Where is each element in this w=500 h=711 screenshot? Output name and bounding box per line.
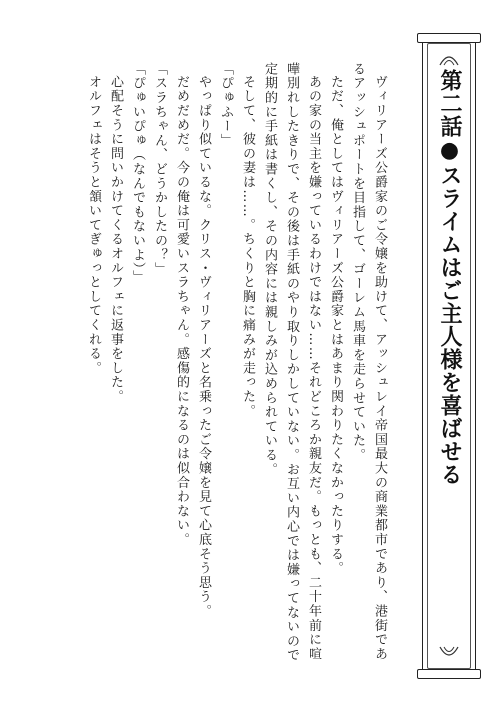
banner-bottom-ornament-icon [438, 645, 460, 659]
dialogue-1: 「ぴゅふー」 [218, 62, 233, 148]
paragraph-5: やっぱり似ているな。クリス・ヴィリアーズと名乗ったご令嬢を見て心底そう思う。 [196, 75, 211, 619]
dialogue-3: 「ぴゅいぴゅ（なんでもないよ）」 [130, 62, 145, 285]
banner-top-ornament-icon [438, 53, 460, 67]
paragraph-3: あの家の当主を嫌っているわけではない……それどころか親友だ。もっとも、二十年前に喧嘩別れしたきりで、その後は手紙のやり取りしかしていない。お互い内心では嫌ってないので定期的に手紙は書くし、その内容には親しみが込められている。 [262, 62, 321, 663]
paragraph-4: そして、彼の妻は……。ちくりと胸に痛みが走った。 [240, 75, 255, 419]
paragraph-8: オルフェはそうと頷いてぎゅっとしてくれる。 [86, 75, 101, 376]
paragraph-6: だめだめだ。今の俺は可愛いスラちゃん。感傷的になるのは似合わない。 [174, 75, 189, 547]
paragraph-1: ヴィリアーズ公爵家のご令嬢を助けて、アッシュレイ帝国最大の商業都市であり、港街であるアッシュポートを目指して、ゴーレム馬車を走らせていた。 [350, 62, 387, 662]
banner-top-cap [417, 33, 481, 43]
chapter-title: 第二話●スライムはご主人様を喜ばせる [437, 69, 462, 486]
paragraph-7: 心配そうに問いかけてくるオルフェに返事をした。 [108, 75, 123, 404]
dialogue-2: 「スラちゃん、どうかしたの？」 [152, 62, 167, 277]
body-text [60, 62, 390, 672]
paragraph-2: ただ、俺としてはヴィリアーズ公爵家とはあまり関わりたくなかったりする。 [328, 75, 343, 576]
banner-bottom-cap [417, 669, 481, 679]
chapter-banner [422, 38, 476, 674]
